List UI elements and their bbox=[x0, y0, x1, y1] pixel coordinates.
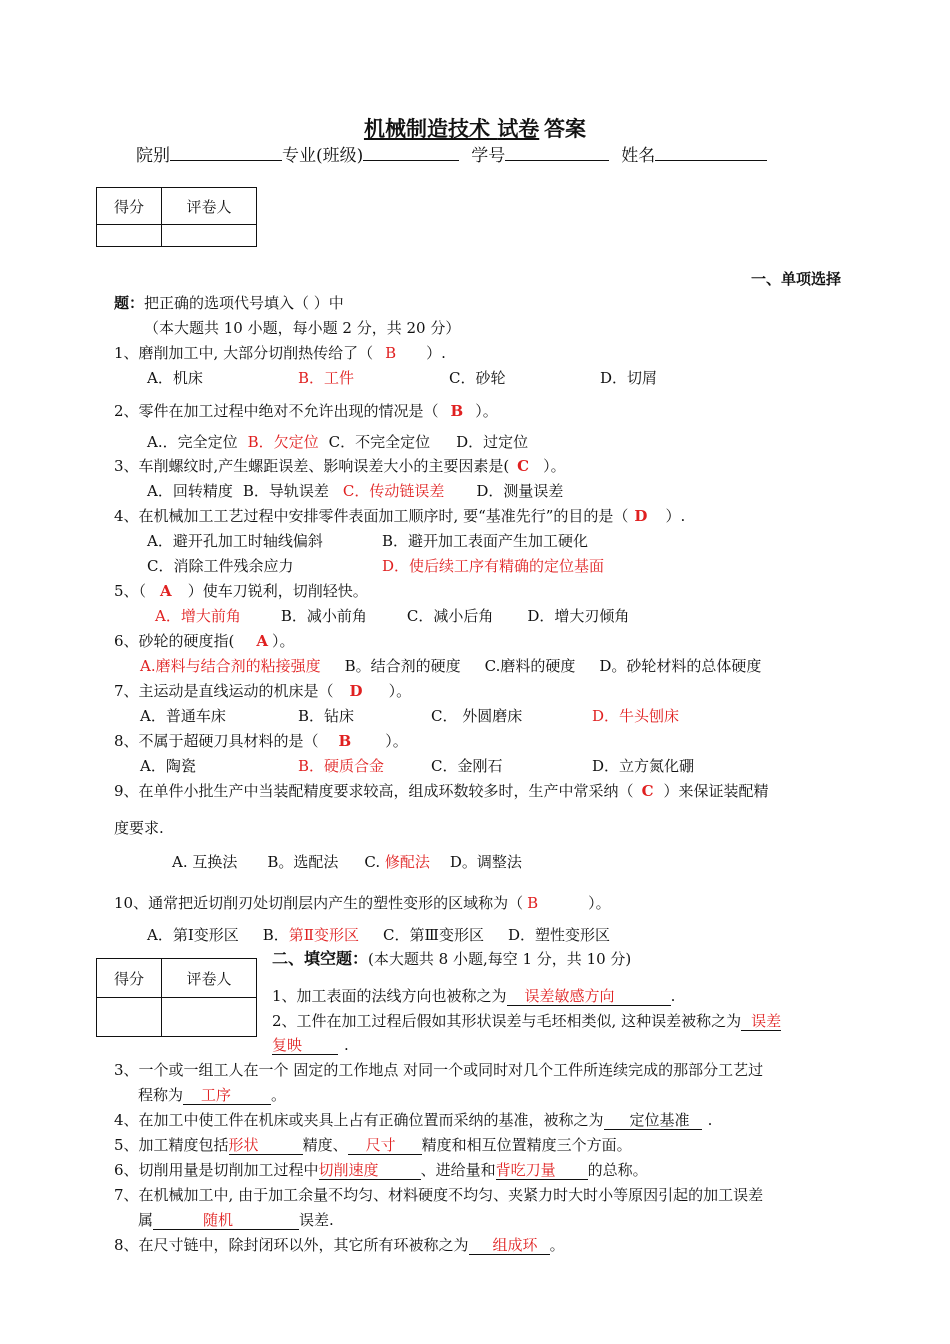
fill-7-blank bbox=[153, 1211, 299, 1230]
q8-option-d: D．立方氮化硼 bbox=[592, 757, 695, 775]
section1-heading: 一、单项选择 bbox=[750, 270, 841, 288]
fill-7-answer: 随机 bbox=[203, 1211, 234, 1229]
fill-5-answer-1: 形状 bbox=[228, 1136, 259, 1154]
section2-heading-line bbox=[272, 949, 631, 969]
q1-option-c: C．砂轮 bbox=[449, 369, 506, 387]
field-label-school: 院别 bbox=[136, 146, 170, 166]
grader-header: 评卷人 bbox=[162, 959, 257, 998]
title-answer: 答案 bbox=[544, 116, 587, 141]
section2-heading: 二、填空题： bbox=[272, 949, 369, 968]
fill-1-answer: 误差敏感方向 bbox=[524, 987, 615, 1005]
q4-option-c: C．消除工件残余应力 bbox=[147, 557, 294, 575]
fill-3-cont: 程称为 工序 。 bbox=[138, 1086, 287, 1104]
question-9-stem-cont: 度要求. bbox=[114, 819, 164, 837]
field-label-name: 姓名 bbox=[621, 146, 656, 166]
q7-option-c: C． 外圆磨床 bbox=[431, 707, 523, 725]
fill-5: 5、加工精度包括形状 精度、 尺寸 精度和相互位置精度三个方面。 bbox=[114, 1136, 632, 1154]
answer-9: C bbox=[641, 782, 654, 800]
fill-6: 6、切削用量是切削加工过程中切削速度 、进给量和背吃刀量 的总称。 bbox=[114, 1161, 648, 1179]
q6-option-a: A.磨料与结合剂的粘接强度 bbox=[140, 657, 321, 675]
q10-option-b-answer: 第Ⅱ变形区 bbox=[288, 926, 359, 944]
q3-option-c: C．传动链误差 bbox=[342, 482, 445, 500]
field-label-id: 学号 bbox=[471, 146, 506, 166]
section1-instruction-line bbox=[114, 293, 344, 313]
section1-heading-cont: 题： bbox=[114, 294, 145, 312]
question-6-stem: 6、砂轮的硬度指( A ）。 bbox=[114, 632, 295, 650]
grader-cell[interactable] bbox=[162, 998, 257, 1037]
q5-options: A．增大前角 B．减小前角 C．减小后角 D．增大刃倾角 bbox=[155, 607, 630, 625]
answer-2: B bbox=[450, 402, 464, 420]
fill-7-cont: 属 随机 误差. bbox=[138, 1211, 334, 1229]
fill-5-blank-2 bbox=[348, 1136, 422, 1155]
fill-2-answer-1: 误差 bbox=[751, 1012, 782, 1030]
question-3-stem: 3、车削螺纹时,产生螺距误差、影响误差大小的主要因素是( C ）。 bbox=[114, 457, 566, 475]
score-table-2 bbox=[96, 958, 257, 1037]
question-9-stem: 9、在单件小批生产中当装配精度要求较高，组成环数较多时，生产中常采纳（ C ）来保证装配精 bbox=[114, 782, 769, 800]
answer-4: D bbox=[634, 507, 648, 525]
fill-3-blank bbox=[183, 1086, 271, 1105]
answer-10: B bbox=[527, 894, 539, 912]
question-4-stem: 4、在机械加工工艺过程中安排零件表面加工顺序时, 要“基准先行”的目的是（ D ）. bbox=[114, 507, 686, 525]
fill-2: 2、工件在加工过程后假如其形状误差与毛坯相类似, 这种误差被称之为 误差 bbox=[272, 1012, 782, 1030]
q5-option-a: A．增大前角 bbox=[155, 607, 241, 625]
field-blank-name[interactable] bbox=[655, 144, 767, 161]
fill-7: 7、在机械加工中, 由于加工余量不均匀、材料硬度不均匀、夹紧力时大时小等原因引起的加工误差 bbox=[114, 1186, 764, 1204]
answer-6: A bbox=[256, 632, 269, 650]
page-title bbox=[0, 116, 950, 144]
fill-2-blank bbox=[741, 1012, 781, 1031]
fill-2-answer-2: 复映 bbox=[272, 1036, 303, 1054]
score-cell[interactable] bbox=[97, 998, 162, 1037]
answer-3: C bbox=[517, 457, 530, 475]
fill-1-blank bbox=[507, 987, 671, 1006]
fill-4-answer: 定位基准 bbox=[629, 1111, 690, 1129]
q7-option-b: B．钻床 bbox=[298, 707, 355, 725]
q2-options: A.．完全定位 B．欠定位 C．不完全定位 D．过定位 bbox=[147, 433, 529, 451]
fill-3-answer: 工序 bbox=[201, 1086, 232, 1104]
question-5-stem: 5、（ A ）使车刀锐利，切削轻快。 bbox=[114, 582, 368, 600]
q8-option-c: C．金刚石 bbox=[431, 757, 503, 775]
fill-6-blank-1 bbox=[319, 1161, 421, 1180]
fill-8-answer: 组成环 bbox=[492, 1236, 538, 1254]
score-header: 得分 bbox=[97, 188, 162, 225]
question-2-stem: 2、零件在加工过程中绝对不允许出现的情况是（ B ）。 bbox=[114, 402, 498, 420]
answer-5: A bbox=[160, 582, 172, 600]
fill-6-answer-2: 背吃刀量 bbox=[495, 1161, 556, 1179]
q4-option-a: A．避开孔加工时轴线偏斜 bbox=[147, 532, 323, 550]
score-table-1 bbox=[96, 187, 257, 247]
q7-option-d: D．牛头刨床 bbox=[592, 707, 680, 725]
fill-5-answer-2: 尺寸 bbox=[365, 1136, 396, 1154]
q8-option-a: A．陶瓷 bbox=[140, 757, 196, 775]
fill-4: 4、在加工中使工件在机床或夹具上占有正确位置而采纳的基准，被称之为 定位基准 . bbox=[114, 1111, 713, 1129]
question-7-stem: 7、主运动是直线运动的机床是（ D ）。 bbox=[114, 682, 412, 700]
score-header: 得分 bbox=[97, 959, 162, 998]
field-blank-school[interactable] bbox=[170, 144, 282, 161]
student-info-row bbox=[136, 144, 767, 167]
q2-option-b: B．欠定位 bbox=[247, 433, 319, 451]
question-1-stem: 1、磨削加工中, 大部分切削热传给了（ B ）. bbox=[114, 344, 446, 362]
q10-options: A．第Ⅰ变形区 B．第Ⅱ变形区 C．第Ⅲ变形区 D．塑性变形区 bbox=[147, 926, 610, 944]
q4-option-d: D．使后续工序有精确的定位基面 bbox=[382, 557, 605, 575]
q1-option-b: B．工件 bbox=[298, 369, 355, 387]
q3-options: A．回转精度 B．导轨误差 C．传动链误差 D．测量误差 bbox=[147, 482, 564, 500]
field-blank-id[interactable] bbox=[505, 144, 609, 161]
field-label-major: 专业(班级) bbox=[282, 146, 364, 166]
q1-option-d: D．切屑 bbox=[600, 369, 658, 387]
fill-1: 1、加工表面的法线方向也被称之为 误差敏感方向 . bbox=[272, 987, 676, 1005]
fill-2-cont: 复映 . bbox=[272, 1036, 349, 1054]
fill-3: 3、一个或一组工人在一个 固定的工作地点 对同一个或同时对几个工件所连续完成的那部分工艺过 bbox=[114, 1061, 764, 1079]
fill-6-blank-2 bbox=[496, 1161, 588, 1180]
answer-7: D bbox=[349, 682, 363, 700]
title-exam: 试卷 bbox=[497, 116, 540, 141]
answer-8: B bbox=[338, 732, 352, 750]
grader-cell[interactable] bbox=[162, 225, 257, 247]
question-10-stem: 10、通常把近切削刃处切削层内产生的塑性变形的区域称为（ B ）。 bbox=[114, 894, 611, 912]
grader-header: 评卷人 bbox=[162, 188, 257, 225]
score-cell[interactable] bbox=[97, 225, 162, 247]
fill-6-answer-1: 切削速度 bbox=[318, 1161, 379, 1179]
fill-4-blank bbox=[604, 1111, 702, 1130]
title-main: 机械制造技术 bbox=[363, 116, 490, 141]
q4-option-b: B．避开加工表面产生加工硬化 bbox=[382, 532, 589, 550]
q1-option-a: A．机床 bbox=[147, 369, 203, 387]
q8-option-b: B．硬质合金 bbox=[298, 757, 385, 775]
question-8-stem: 8、不属于超硬刀具材料的是（ B ）。 bbox=[114, 732, 408, 750]
fill-5-blank-1 bbox=[229, 1136, 303, 1155]
q9-options: A. 互换法 B。选配法 C. 修配法 D。调整法 bbox=[172, 853, 522, 871]
q6-options: A.磨料与结合剂的粘接强度 B。结合剂的硬度 C.磨料的硬度 D。砂轮材料的总体硬度 bbox=[140, 657, 762, 675]
section2-note: (本大题共 8 小题,每空 1 分，共 10 分) bbox=[368, 950, 632, 968]
q9-option-c-answer: 修配法 bbox=[384, 853, 430, 871]
q7-option-a: A．普通车床 bbox=[140, 707, 226, 725]
section1-note: （本大题共 10 小题，每小题 2 分，共 20 分） bbox=[144, 319, 461, 337]
field-blank-major[interactable] bbox=[363, 144, 459, 161]
answer-1: B bbox=[385, 344, 397, 362]
fill-8: 8、在尺寸链中，除封闭环以外，其它所有环被称之为 组成环 。 bbox=[114, 1236, 565, 1254]
fill-8-blank bbox=[469, 1236, 550, 1255]
fill-2-blank-cont bbox=[272, 1036, 338, 1055]
section1-instruction: 把正确的选项代号填入（ ）中 bbox=[144, 294, 344, 312]
